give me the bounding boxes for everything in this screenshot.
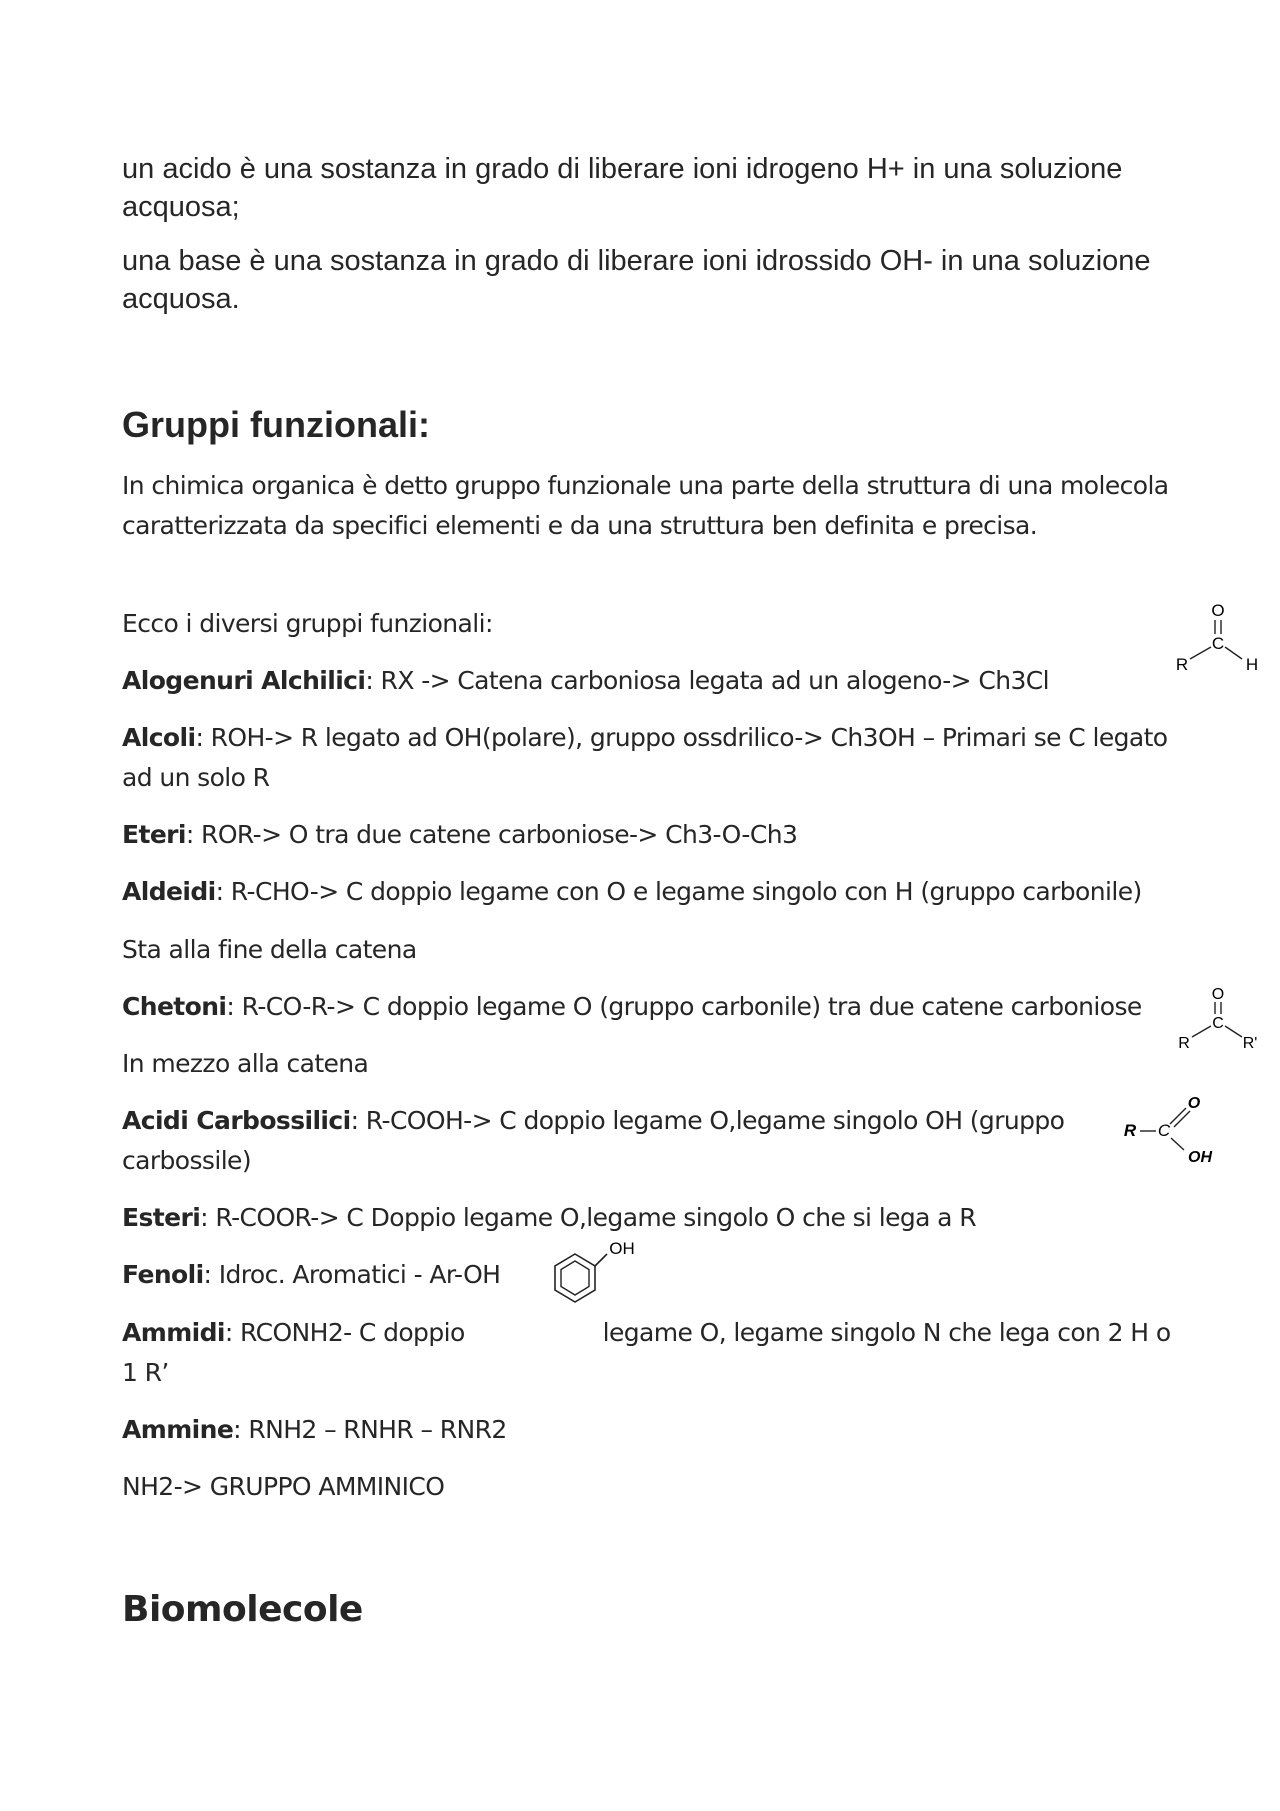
- atom-c: C: [1211, 634, 1225, 653]
- section-title-gruppi-funzionali: Gruppi funzionali:: [122, 404, 430, 445]
- atom-c: C: [1157, 1121, 1171, 1140]
- group-desc: : R-CHO-> C doppio legame con O e legame singolo con H (gruppo carbonile): [215, 877, 1142, 906]
- group-acidi-carbossilici: [122, 1101, 1082, 1181]
- acid-definition: un acido è una sostanza in grado di liberare ioni idrogeno H+ in una soluzione acquosa;: [122, 153, 1123, 223]
- group-chetoni: [122, 987, 1232, 1027]
- group-esteri: [122, 1198, 1172, 1238]
- atom-r: R: [1175, 655, 1189, 674]
- atom-r2: R': [1242, 1035, 1258, 1052]
- group-desc: : ROH-> R legato ad OH(polare), gruppo ossdrilico-> Ch3OH – Primari se C legato ad un solo R: [122, 723, 1168, 792]
- aldehyde-structure-icon: [1170, 600, 1260, 680]
- group-name: Ammine: [122, 1415, 234, 1444]
- amino-note: NH2-> GRUPPO AMMINICO: [122, 1472, 445, 1501]
- carboxylic-acid-structure-icon: [1118, 1090, 1228, 1170]
- group-name: Alogenuri Alchilici: [122, 666, 366, 695]
- functional-group-intro: In chimica organica è detto gruppo funzionale una parte della struttura di una molecola caratterizzata da specifici elementi e da una struttura ben definita e precisa.: [122, 471, 1169, 540]
- group-name: Alcoli: [122, 723, 196, 752]
- group-name: Eteri: [122, 820, 186, 849]
- group-desc: : R-COOR-> C Doppio legame O,legame singolo O che si lega a R: [200, 1203, 977, 1232]
- base-definition: una base è una sostanza in grado di liberare ioni idrossido OH- in una soluzione acquosa.: [122, 245, 1151, 315]
- group-desc: : RNH2 – RNHR – RNR2: [233, 1415, 507, 1444]
- group-name: Esteri: [122, 1203, 201, 1232]
- functional-group-lead: Ecco i diversi gruppi funzionali:: [122, 609, 493, 638]
- group-name: Chetoni: [122, 992, 227, 1021]
- phenol-structure-icon: [535, 1236, 645, 1316]
- atom-r: R: [1178, 1035, 1190, 1052]
- group-desc-a: : RCONH2- C doppio: [224, 1318, 465, 1347]
- group-ammine: [122, 1410, 1172, 1450]
- group-desc: : R-CO-R-> C doppio legame O (gruppo carbonile) tra due catene carboniose: [226, 992, 1142, 1021]
- group-ammidi: [122, 1313, 1172, 1393]
- atom-h: H: [1245, 655, 1259, 674]
- atom-r: R: [1123, 1121, 1137, 1140]
- atom-oh: OH: [1188, 1149, 1212, 1166]
- group-alcoli: [122, 718, 1172, 798]
- group-name: Ammidi: [122, 1318, 225, 1347]
- atom-o: O: [1187, 1095, 1201, 1112]
- atom-c: C: [1212, 1015, 1224, 1032]
- atom-oh: OH: [609, 1239, 635, 1258]
- atom-o: O: [1211, 986, 1225, 1003]
- section-title-biomolecole: Biomolecole: [122, 1589, 363, 1630]
- chetoni-note: In mezzo alla catena: [122, 1049, 369, 1078]
- group-alogenuri: [122, 661, 1172, 701]
- group-desc: : ROR-> O tra due catene carboniose-> Ch3-O-Ch3: [185, 820, 798, 849]
- group-desc-b: legame O, legame singolo N che lega con 2 H o 1 R’: [122, 1318, 1171, 1387]
- group-name: Aldeidi: [122, 877, 216, 906]
- group-fenoli: [122, 1255, 1172, 1295]
- group-name: Fenoli: [122, 1260, 204, 1289]
- group-aldeidi: [122, 872, 1232, 912]
- atom-o: O: [1211, 601, 1225, 620]
- group-desc: : R-COOH-> C doppio legame O,legame singolo OH (gruppo carbossile): [122, 1106, 1065, 1175]
- aldeidi-note: Sta alla fine della catena: [122, 935, 417, 964]
- ketone-structure-icon: [1170, 985, 1260, 1055]
- group-desc: : Idroc. Aromatici - Ar-OH: [203, 1260, 501, 1289]
- group-name: Acidi Carbossilici: [122, 1106, 351, 1135]
- group-eteri: [122, 815, 1172, 855]
- group-desc: : RX -> Catena carboniosa legata ad un alogeno-> Ch3Cl: [365, 666, 1049, 695]
